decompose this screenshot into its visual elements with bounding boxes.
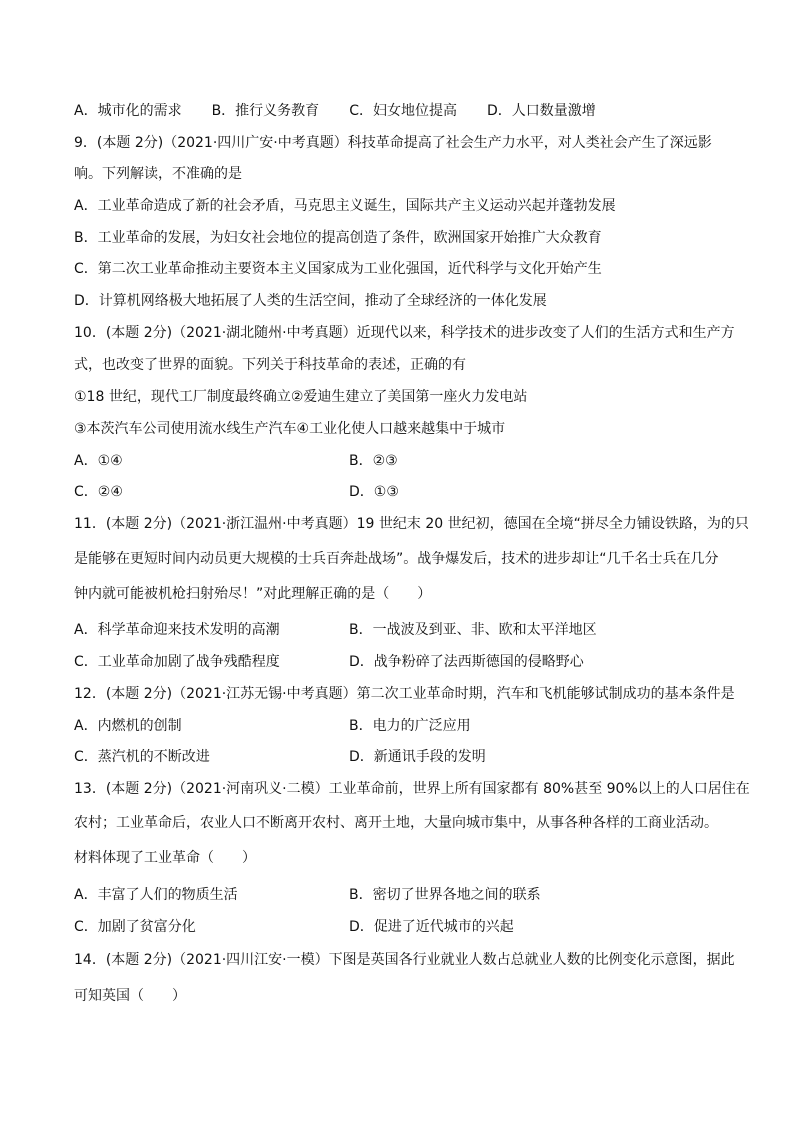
q12-option-a: A．内燃机的创制 xyxy=(74,718,182,734)
q13-stem-line2: 农村；工业革命后，农业人口不断离开农村、离开土地，大量向城市集中，从事各种各样的工商业活动。 xyxy=(74,815,718,831)
q11-stem-line1: 11．(本题 2分)（2021·浙江温州·中考真题）19 世纪末 20 世纪初，德国在全境“拼尽全力铺设铁路，为的只 xyxy=(74,516,749,532)
q13-option-d: D．促进了近代城市的兴起 xyxy=(349,919,514,935)
q13-options-row1 xyxy=(74,885,734,905)
q11-stem-line3: 钟内就可能被机枪扫射殆尽！”对此理解正确的是（ ） xyxy=(74,586,432,602)
q8-option-a: A．城市化的需求 xyxy=(74,103,182,119)
q13-stem-line1: 13．(本题 2分)（2021·河南巩义·二模）工业革命前，世界上所有国家都有 80%甚至 90%以上的人口居住在 xyxy=(74,781,750,797)
q11-options-row2 xyxy=(74,652,734,672)
q12-options-row1 xyxy=(74,716,734,736)
q12-options-row2 xyxy=(74,747,734,767)
q9-option-a: A．工业革命造成了新的社会矛盾，马克思主义诞生，国际共产主义运动兴起并蓬勃发展 xyxy=(74,198,616,214)
q9-option-b: B．工业革命的发展，为妇女社会地位的提高创造了条件，欧洲国家开始推广大众教育 xyxy=(74,230,602,246)
q11-option-b: B．一战波及到亚、非、欧和太平洋地区 xyxy=(349,622,597,638)
q9-stem-line1: 9．(本题 2分)（2021·四川广安·中考真题）科技革命提高了社会生产力水平，对人类社会产生了深远影 xyxy=(74,135,712,151)
q12-option-c: C．蒸汽机的不断改进 xyxy=(74,749,210,765)
q14-stem-line2: 可知英国（ ） xyxy=(74,988,186,1004)
q11-option-c: C．工业革命加剧了战争残酷程度 xyxy=(74,654,280,670)
q9-stem-line2: 响。下列解读，不准确的是 xyxy=(74,166,242,182)
q10-option-c: C．②④ xyxy=(74,484,123,500)
q10-stem-line2: 式，也改变了世界的面貌。下列关于科技革命的表述，正确的有 xyxy=(74,357,466,373)
q8-option-b: B．推行义务教育 xyxy=(211,103,320,119)
q11-stem-line2: 是能够在更短时间内动员更大规模的士兵百奔赴战场”。战争爆发后，技术的进步却让“几千名士兵在几分 xyxy=(74,551,719,567)
q11-options-row1 xyxy=(74,620,734,640)
q11-option-d: D．战争粉碎了法西斯德国的侵略野心 xyxy=(349,654,584,670)
q9-option-d: D．计算机网络极大地拓展了人类的生活空间，推动了全球经济的一体化发展 xyxy=(74,293,547,309)
q13-option-a: A．丰富了人们的物质生活 xyxy=(74,887,238,903)
q10-options-row1 xyxy=(74,451,734,471)
q10-option-b: B．②③ xyxy=(349,453,398,469)
q8-options xyxy=(74,101,734,121)
q14-stem-line1: 14．(本题 2分)（2021·四川江安·一模）下图是英国各行业就业人数占总就业人数的比例变化示意图，据此 xyxy=(74,952,735,968)
q9-option-c: C．第二次工业革命推动主要资本主义国家成为工业化强国，近代科学与文化开始产生 xyxy=(74,261,602,277)
q10-option-d: D．①③ xyxy=(349,484,399,500)
q13-stem-line3: 材料体现了工业革命（ ） xyxy=(74,850,256,866)
q8-option-d: D．人口数量激增 xyxy=(486,103,596,119)
q12-option-b: B．电力的广泛应用 xyxy=(349,718,471,734)
q10-options-row2 xyxy=(74,482,734,502)
q13-option-b: B．密切了世界各地之间的联系 xyxy=(349,887,541,903)
q10-stem-line1: 10．(本题 2分)（2021·湖北随州·中考真题）近现代以来，科学技术的进步改变了人们的生活方式和生产方 xyxy=(74,325,735,341)
q13-options-row2 xyxy=(74,917,734,937)
q12-option-d: D．新通讯手段的发明 xyxy=(349,749,486,765)
q11-option-a: A．科学革命迎来技术发明的高潮 xyxy=(74,622,280,638)
q12-stem-line1: 12．(本题 2分)（2021·江苏无锡·中考真题）第二次工业革命时期，汽车和飞机能够试制成功的基本条件是 xyxy=(74,686,735,702)
q13-option-c: C．加剧了贫富分化 xyxy=(74,919,196,935)
q8-option-c: C．妇女地位提高 xyxy=(349,103,457,119)
q10-item-line1: ①18 世纪，现代工厂制度最终确立②爱迪生建立了美国第一座火力发电站 xyxy=(74,389,528,405)
q10-option-a: A．①④ xyxy=(74,453,123,469)
q10-item-line2: ③本茨汽车公司使用流水线生产汽车④工业化使人口越来越集中于城市 xyxy=(74,421,506,437)
